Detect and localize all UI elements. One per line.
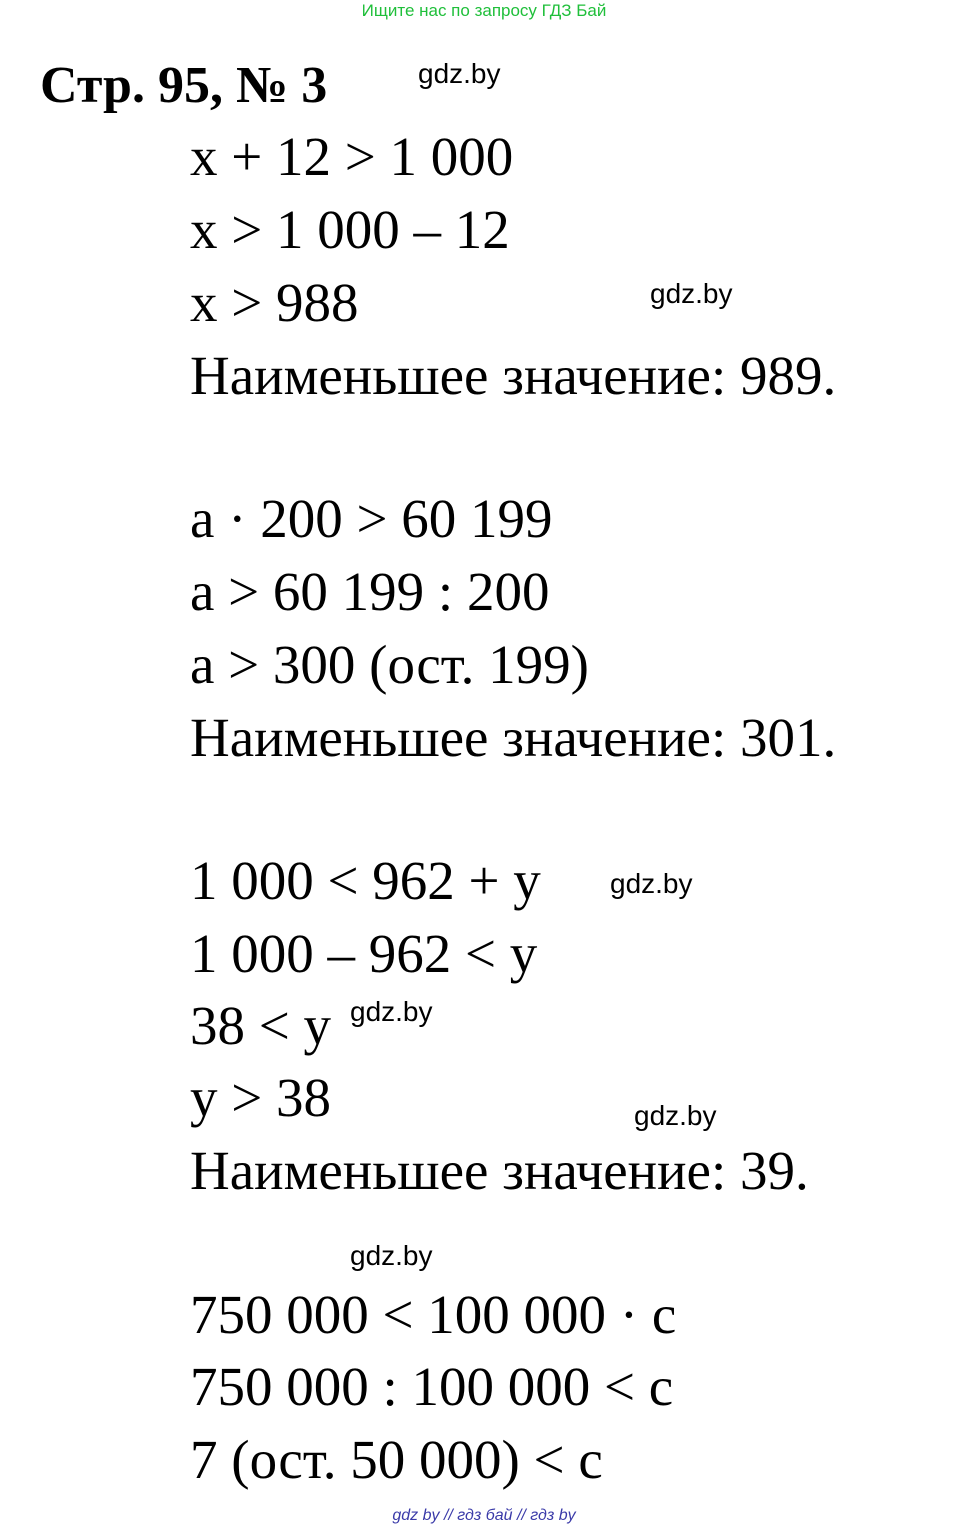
watermark: gdz.by: [350, 996, 433, 1027]
problem-4-line-2: 750 000 : 100 000 < c: [190, 1356, 674, 1417]
problem-3-line-3: 38 < y: [190, 995, 332, 1056]
problem-4-line-3: 7 (ост. 50 000) < c: [190, 1429, 603, 1490]
problem-3-line-1: 1 000 < 962 + y: [190, 850, 541, 911]
problem-2-line-3: a > 300 (ост. 199): [190, 634, 589, 695]
problem-4-line-1: 750 000 < 100 000 · c: [190, 1284, 677, 1345]
problem-1-line-3: x > 988: [190, 272, 359, 333]
watermark: gdz.by: [418, 58, 501, 89]
problem-1-answer: Наименьшее значение: 989.: [190, 345, 837, 406]
site-banner[interactable]: Ищите нас по запросу ГДЗ Бай: [361, 1, 607, 20]
problem-3-answer: Наименьшее значение: 39.: [190, 1140, 809, 1201]
problem-2-answer: Наименьшее значение: 301.: [190, 707, 837, 768]
problem-2-line-2: a > 60 199 : 200: [190, 561, 550, 622]
watermark: gdz.by: [610, 868, 693, 899]
problem-3-line-4: y > 38: [190, 1067, 332, 1128]
page-title: Стр. 95, № 3: [40, 57, 328, 114]
problem-1-line-1: x + 12 > 1 000: [190, 126, 514, 187]
watermark: gdz.by: [650, 278, 733, 309]
problem-1-line-2: x > 1 000 – 12: [190, 199, 510, 260]
site-footer[interactable]: gdz by // гдз бай // гдз by: [392, 1507, 576, 1524]
watermark: gdz.by: [634, 1100, 717, 1131]
problem-3-line-2: 1 000 – 962 < y: [190, 923, 538, 984]
problem-2-line-1: a · 200 > 60 199: [190, 488, 553, 549]
watermark: gdz.by: [350, 1240, 433, 1271]
